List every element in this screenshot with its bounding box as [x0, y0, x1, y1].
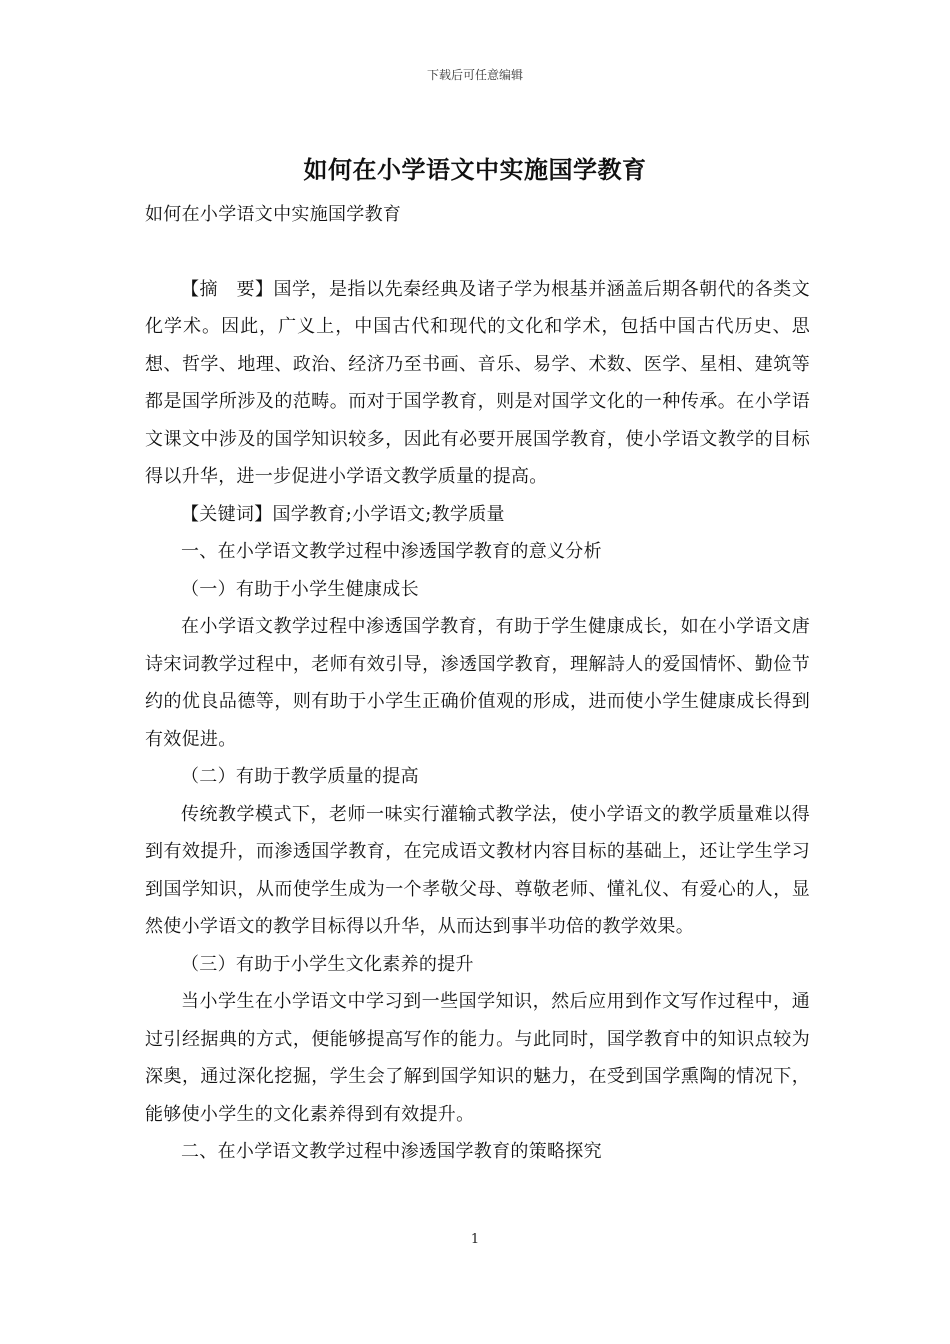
body-paragraph: 当小学生在小学语文中学习到一些国学知识，然后应用到作文写作过程中，通过引经据典的方式，便能够提高写作的能力。与此同时，国学教育中的知识点较为深奥，通过深化挖掘，学生会了解到国学知识的魅力，在受到国学熏陶的情况下，能够使小学生的文化素养得到有效提升。 [145, 991, 810, 1125]
abstract-paragraph: 【摘 要】国学，是指以先秦经典及诸子学为根基并涵盖后期各朝代的各类文化学术。因此，广义上，中国古代和现代的文化和学术，包括中国古代历史、思想、哲学、地理、政治、经济乃至书画、音乐、易学、术数、医学、星相、建筑等都是国学所涉及的范畴。而对于国学教育，则是对国学文化的一种传承。在小学语文课文中涉及的国学知识较多，因此有必要开展国学教育，使小学语文教学的目标得以升华，进一步促进小学语文教学质量的提高。 [145, 278, 810, 487]
page-number: 1 [470, 1232, 480, 1247]
subsection-heading-1-1: （一）有助于小学生健康成长 [181, 578, 419, 600]
header-note: 下载后可任意编辑 [426, 68, 523, 82]
keywords-paragraph: 【关键词】国学教育;小学语文;教学质量 [181, 503, 505, 525]
body-paragraph: 传统教学模式下，老师一味实行灌输式教学法，使小学语文的教学质量难以得到有效提升，而渗透国学教育，在完成语文教材内容目标的基础上，还让学生学习到国学知识，从而使学生成为一个孝敬父母、尊敬老师、懂礼仪、有爱心的人，显然使小学语文的教学目标得以升华，从而达到事半功倍的教学效果。 [145, 803, 810, 937]
section-heading-2: 二、在小学语文教学过程中渗透国学教育的策略探究 [181, 1141, 602, 1162]
section-heading-1: 一、在小学语文教学过程中渗透国学教育的意义分析 [181, 541, 602, 562]
document-body [145, 196, 810, 1171]
subsection-heading-1-2: （二）有助于教学质量的提高 [181, 766, 419, 787]
body-paragraph: 在小学语文教学过程中渗透国学教育，有助于学生健康成长，如在小学语文唐诗宋词教学过程中，老师有效引导，渗透国学教育，理解詩人的爱国情怀、勤俭节约的优良品德等，则有助于小学生正确价值观的形成，进而使小学生健康成长得到有效促进。 [145, 616, 810, 750]
document-subtitle: 如何在小学语文中实施国学教育 [145, 204, 402, 225]
document-title: 如何在小学语文中实施国学教育 [303, 156, 647, 184]
subsection-heading-1-3: （三）有助于小学生文化素养的提升 [181, 953, 474, 975]
